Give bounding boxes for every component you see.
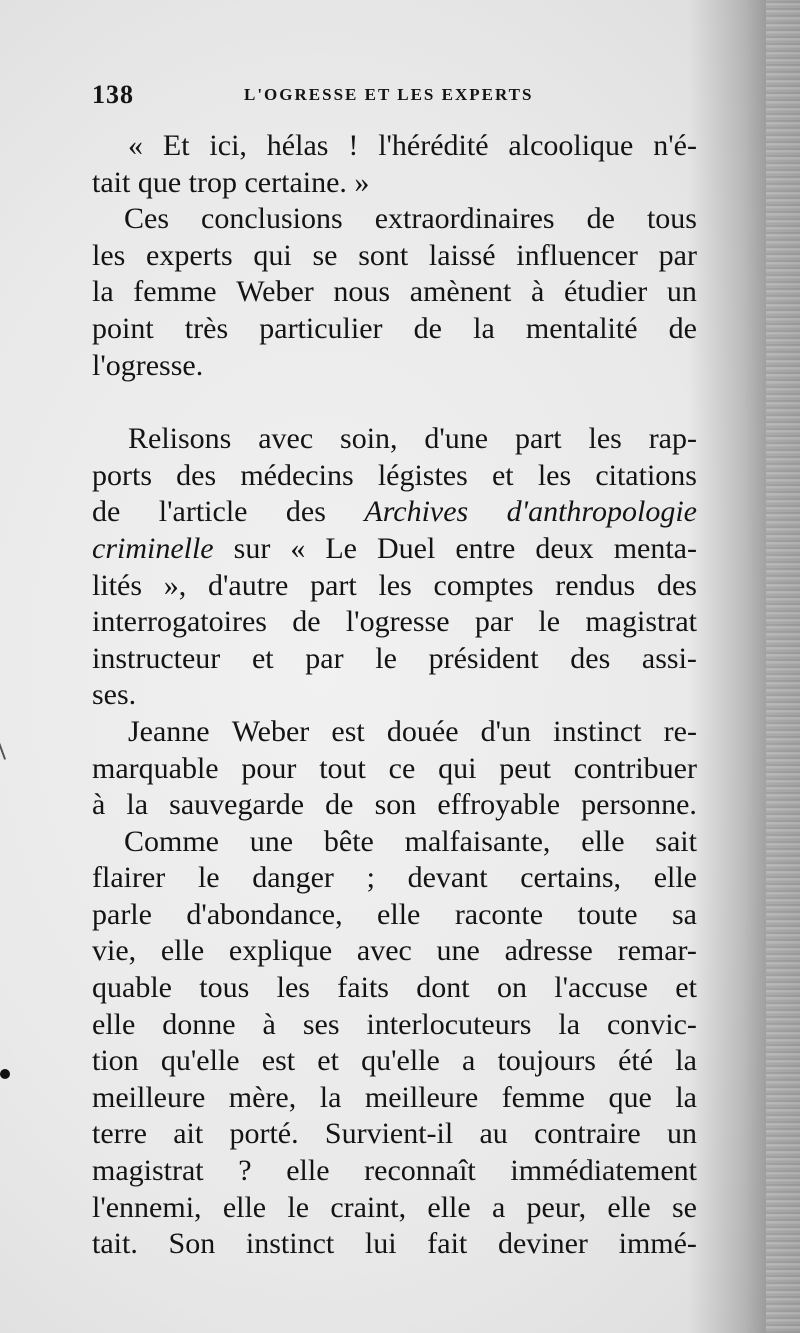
word: citations (595, 458, 697, 492)
word: elle (377, 897, 421, 931)
word: avec (356, 934, 412, 968)
word: se (312, 238, 338, 272)
word: ses. (92, 678, 137, 712)
word: contraire (534, 1117, 641, 1151)
running-title: L'OGRESSE ET LES EXPERTS (244, 85, 534, 104)
word: qui (253, 238, 292, 272)
margin-dot (0, 1069, 10, 1079)
word: comptes (433, 568, 534, 602)
word: mère, (228, 1080, 297, 1114)
text-line (92, 751, 697, 788)
word: par (474, 605, 514, 639)
word: de (586, 202, 615, 236)
word: marquable (92, 751, 219, 785)
word: est (261, 1044, 296, 1078)
word: Le (325, 531, 357, 565)
word: que (137, 165, 189, 199)
text-line (92, 860, 697, 897)
word: tous (199, 971, 250, 1005)
word: nous (333, 275, 391, 309)
text-line (92, 1190, 697, 1227)
word: peur, (526, 1190, 587, 1224)
word: de (413, 311, 442, 345)
word: à (531, 275, 545, 309)
word: « (290, 531, 306, 565)
text-line (92, 1153, 697, 1190)
word: femme (133, 275, 217, 309)
text-line (92, 1080, 697, 1117)
word: explique (228, 934, 333, 968)
word: sa (672, 897, 697, 931)
word: elle (581, 824, 625, 858)
word: le (375, 641, 397, 675)
word: Et (162, 129, 190, 162)
word: les (92, 238, 126, 272)
word: très (184, 311, 229, 345)
word: sait (655, 824, 697, 858)
word: été (618, 1044, 654, 1078)
word: Comme (124, 824, 219, 858)
word: qui (438, 751, 477, 785)
word: étudier (563, 275, 648, 309)
word: alcoolique (508, 129, 634, 162)
text-line (92, 531, 697, 568)
word: que (608, 1080, 652, 1114)
word: influencer (516, 238, 638, 272)
word: », (163, 568, 187, 602)
word: magistrat (585, 605, 697, 639)
word: elle (653, 861, 697, 895)
text-line (92, 1226, 697, 1263)
word: le (197, 861, 220, 895)
word: à (92, 788, 106, 822)
word: elle (427, 1190, 471, 1224)
word: d'abondance, (186, 897, 343, 931)
word: au (479, 1117, 508, 1151)
word: quable (92, 971, 172, 1005)
word: femme (501, 1080, 585, 1114)
word: faits (337, 971, 389, 1005)
word: conclusions (201, 202, 343, 236)
word: porté. (229, 1117, 299, 1151)
word: la (473, 311, 495, 345)
word: et (317, 1044, 339, 1078)
word: on (496, 971, 527, 1005)
word: reconnaît (364, 1154, 476, 1188)
word: à (262, 1007, 276, 1041)
text-line (92, 824, 697, 861)
word: par (658, 238, 697, 272)
word: l'article (158, 495, 248, 529)
word: personne. (581, 788, 697, 822)
word: magistrat (92, 1154, 204, 1188)
word: des (656, 568, 697, 602)
word: Weber (236, 275, 314, 309)
text-line (92, 604, 697, 641)
word: un (666, 275, 697, 309)
word: craint, (330, 1190, 407, 1224)
word: Relisons (128, 422, 232, 456)
word: ce (388, 751, 416, 785)
word: elle (92, 1007, 136, 1041)
word: par (305, 641, 344, 675)
text-line (92, 165, 697, 202)
word: l'hérédité (378, 129, 489, 162)
word: Duel (377, 531, 436, 565)
word: et (491, 458, 514, 492)
word: elle (286, 1154, 330, 1188)
text-line (92, 1007, 697, 1044)
body-text (92, 128, 697, 1263)
word: ait (173, 1117, 204, 1151)
word: le (538, 605, 561, 639)
word: des (176, 458, 217, 492)
word: tous (646, 202, 697, 236)
page-edge-shadow (766, 0, 800, 1333)
word: raconte (454, 897, 544, 931)
word: menta- (613, 531, 697, 565)
word: tait. (92, 1227, 138, 1261)
word: les (378, 568, 412, 602)
text-line (92, 274, 697, 311)
word: d'une (424, 422, 489, 456)
word: ici, (209, 129, 247, 162)
word: sur (233, 531, 271, 565)
word: l'ogresse. (92, 348, 204, 382)
word: deux (535, 531, 594, 565)
margin-mark (0, 742, 6, 760)
word: les (537, 458, 572, 492)
word: instinct (245, 1227, 335, 1261)
text-line (92, 787, 697, 824)
text-line (92, 568, 697, 605)
word: ? (238, 1154, 252, 1188)
text-line (92, 201, 697, 238)
word: la (92, 275, 114, 309)
word: se (672, 1190, 697, 1224)
word: les (276, 971, 310, 1005)
word: ports (92, 458, 152, 492)
word: Son (168, 1227, 216, 1261)
text-line (92, 1116, 697, 1153)
word: la (675, 1044, 697, 1078)
word: une (249, 824, 294, 858)
word: tait (92, 165, 138, 199)
word: Jeanne (128, 714, 210, 748)
word: soin, (340, 422, 398, 456)
word: immé- (618, 1227, 697, 1261)
word: Ces (124, 202, 169, 236)
word: de (668, 311, 697, 345)
text-line (92, 677, 697, 714)
word: de (92, 495, 121, 529)
word: son (374, 788, 417, 822)
word: Weber (231, 714, 310, 748)
word: convic- (606, 1007, 697, 1041)
text-line (92, 1043, 697, 1080)
word: remar- (617, 934, 697, 968)
word: adresse (504, 934, 593, 968)
word: flairer (92, 861, 166, 895)
word: elle (607, 1190, 651, 1224)
word: président (428, 641, 539, 675)
word: et (675, 971, 697, 1005)
word: immédiatement (510, 1154, 697, 1188)
word: avec (258, 422, 314, 456)
word: peut (499, 751, 551, 785)
word: malfaisante, (404, 824, 551, 858)
word: ses (302, 1007, 340, 1041)
word: laissé (428, 238, 496, 272)
word: extraordinaires (374, 202, 555, 236)
word: qu'elle (160, 1044, 240, 1078)
word: est (331, 714, 365, 748)
word: une (436, 934, 480, 968)
text-line (92, 494, 697, 531)
word: le (287, 1190, 310, 1224)
word: assi- (641, 641, 697, 675)
word: la (558, 1007, 581, 1041)
word: toujours (497, 1044, 596, 1078)
word: dont (416, 971, 470, 1005)
word: devant (407, 861, 488, 895)
word: rendus (555, 568, 636, 602)
word: d'anthropologie (506, 495, 697, 529)
word: criminelle (92, 531, 214, 565)
word: sauvegarde (169, 788, 305, 822)
word: la (675, 1080, 697, 1114)
word: contribuer (573, 751, 697, 785)
word: lui (364, 1227, 397, 1261)
word: bête (323, 824, 374, 858)
word: hélas (266, 129, 329, 162)
word: n'é- (653, 129, 697, 162)
word: part (515, 422, 562, 456)
word: de (292, 605, 321, 639)
word: danger (252, 861, 334, 895)
text-line (92, 970, 697, 1007)
word: ; (366, 861, 375, 895)
word: elle (222, 1190, 267, 1224)
word: certains, (520, 861, 622, 895)
word: point (92, 311, 154, 345)
page-header (92, 80, 702, 110)
word: les (588, 422, 622, 456)
word: la (319, 1080, 342, 1114)
word: donne (162, 1007, 236, 1041)
word: deviner (497, 1227, 588, 1261)
text-line (92, 311, 697, 348)
text-line (92, 714, 697, 751)
word: « (128, 129, 143, 162)
word: tion (92, 1044, 139, 1078)
word: lités (92, 568, 142, 602)
word: instinct (553, 714, 642, 748)
text-line (92, 897, 697, 934)
text-line (92, 458, 697, 495)
text-line (92, 238, 697, 275)
page-number: 138 (92, 80, 134, 109)
word: rap- (648, 422, 697, 456)
word: terre (92, 1117, 147, 1151)
word: ! (348, 129, 359, 162)
word: interlocuteurs (366, 1007, 532, 1041)
word: trop (188, 165, 245, 199)
word: toute (577, 897, 638, 931)
text-line (92, 421, 697, 458)
word: un (666, 1117, 697, 1151)
text-line (92, 348, 697, 385)
text-line (92, 933, 697, 970)
word: Survient-il (324, 1117, 454, 1151)
word: sont (358, 238, 409, 272)
word: vie, (92, 934, 137, 968)
word: des (285, 495, 326, 529)
word: la (126, 788, 149, 822)
word: certaine. (244, 165, 355, 199)
word: d'un (480, 714, 532, 748)
word: des (570, 641, 611, 675)
word: fait (427, 1227, 468, 1261)
word: douée (386, 714, 459, 748)
text-line (92, 641, 697, 678)
word: interrogatoires (92, 605, 267, 639)
word: l'ennemi, (92, 1190, 202, 1224)
word: entre (455, 531, 516, 565)
word: légistes (377, 458, 468, 492)
word: de (325, 788, 354, 822)
word: d'autre (207, 568, 289, 602)
word: qu'elle (361, 1044, 440, 1078)
word: instructeur (92, 641, 221, 675)
word: re- (663, 714, 697, 748)
word: l'ogresse (345, 605, 450, 639)
word: amènent (409, 275, 512, 309)
word: part (310, 568, 357, 602)
word: meilleure (364, 1080, 479, 1114)
word: particulier (259, 311, 383, 345)
word: meilleure (92, 1080, 206, 1114)
word: elle (160, 934, 205, 968)
word: » (354, 165, 370, 199)
word: experts (146, 238, 233, 272)
word: mentalité (525, 311, 638, 345)
word: parle (92, 897, 152, 931)
word: et (251, 641, 274, 675)
word: tout (319, 751, 366, 785)
word: médecins (240, 458, 354, 492)
word: effroyable (437, 788, 561, 822)
word: a (491, 1190, 506, 1224)
word: Archives (364, 495, 469, 529)
text-line (92, 128, 697, 165)
word: pour (241, 751, 297, 785)
word: a (462, 1044, 476, 1078)
word: l'accuse (554, 971, 648, 1005)
